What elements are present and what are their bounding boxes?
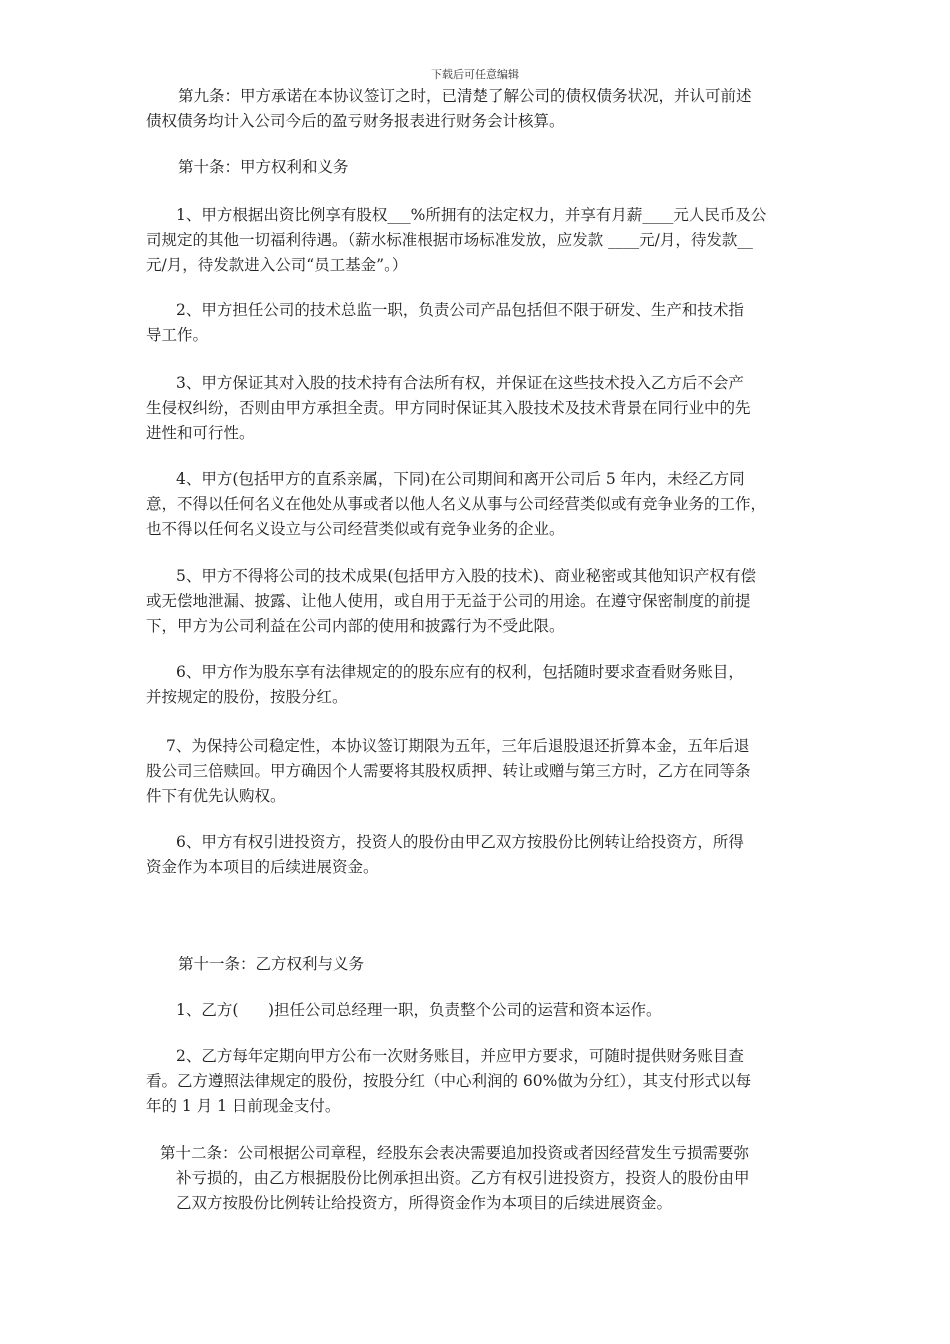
text-line: 4、甲方(包括甲方的直系亲属，下同)在公司期间和离开公司后 5 年内，未经乙方同: [176, 470, 745, 488]
text-line: 3、甲方保证其对入股的技术持有合法所有权，并保证在这些技术投入乙方后不会产: [176, 374, 744, 392]
text-line: 1、甲方根据出资比例享有股权___%所拥有的法定权力，并享有月薪____元人民币及公: [176, 206, 767, 224]
text-line: 年的 1 月 1 日前现金支付。: [146, 1097, 341, 1115]
text-line: 第十条：甲方权利和义务: [178, 158, 349, 176]
article-11-item-1: [146, 998, 806, 1023]
text-line: 1、乙方( )担任公司总经理一职，负责整个公司的运营和资本运作。: [176, 1001, 662, 1019]
text-line: 意，不得以任何名义在他处从事或者以他人名义从事与公司经营类似或有竞争业务的工作，: [146, 495, 767, 513]
text-line: 2、甲方担任公司的技术总监一职，负责公司产品包括但不限于研发、生产和技术指: [176, 301, 744, 319]
text-line: 导工作。: [146, 326, 209, 344]
text-line: 司规定的其他一切福利待遇。（薪水标准根据市场标准发放，应发款 ____元/月，待发款__: [146, 231, 753, 249]
article-9: [146, 84, 806, 134]
text-line: 并按规定的股份，按股分红。: [146, 688, 348, 706]
text-line: 看。乙方遵照法律规定的股份，按股分红（中心利润的 60%做为分红），其支付形式以每: [146, 1072, 752, 1090]
text-line: 6、甲方作为股东享有法律规定的的股东应有的权利，包括随时要求查看财务账目，: [176, 663, 744, 681]
text-line: 元/月，待发款进入公司“员工基金”。）: [146, 256, 408, 274]
article-12: [160, 1141, 820, 1216]
text-line: 乙双方按股份比例转让给投资方，所得资金作为本项目的后续进展资金。: [176, 1194, 673, 1212]
text-line: 也不得以任何名义设立与公司经营类似或有竞争业务的企业。: [146, 520, 565, 538]
text-line: 第十二条：公司根据公司章程，经股东会表决需要追加投资或者因经营发生亏损需要弥: [160, 1144, 750, 1162]
text-line: 件下有优先认购权。: [146, 787, 286, 805]
article-10-item-3: [146, 371, 806, 446]
text-line: 2、乙方每年定期向甲方公布一次财务账目，并应甲方要求，可随时提供财务账目查: [176, 1047, 744, 1065]
article-10-item-4: [146, 467, 806, 542]
text-line: 债权债务均计入公司今后的盈亏财务报表进行财务会计核算。: [146, 112, 565, 130]
article-10-item-1: [146, 203, 806, 278]
text-line: 资金作为本项目的后续进展资金。: [146, 858, 379, 876]
text-line: 下，甲方为公司利益在公司内部的使用和披露行为不受此限。: [146, 617, 565, 635]
text-line: 股公司三倍赎回。甲方确因个人需要将其股权质押、转让或赠与第三方时，乙方在同等条: [146, 762, 751, 780]
article-11-item-2: [146, 1044, 806, 1119]
article-10-item-7: [146, 734, 806, 809]
text-line: 补亏损的，由乙方根据股份比例承担出资。乙方有权引进投资方，投资人的股份由甲: [176, 1169, 750, 1187]
text-line: 第九条：甲方承诺在本协议签订之时，已清楚了解公司的债权债务状况，并认可前述: [178, 87, 752, 105]
text-line: 生侵权纠纷，否则由甲方承担全责。甲方同时保证其入股技术及技术背景在同行业中的先: [146, 399, 751, 417]
text-line: 5、甲方不得将公司的技术成果(包括甲方入股的技术)、商业秘密或其他知识产权有偿: [176, 567, 756, 585]
article-10-item-6a: [146, 660, 806, 710]
article-10-item-6b: [146, 830, 806, 880]
page-header: 下载后可任意编辑: [431, 68, 519, 81]
text-line: 第十一条：乙方权利与义务: [178, 955, 365, 973]
text-line: 6、甲方有权引进投资方，投资人的股份由甲乙双方按股份比例转让给投资方，所得: [176, 833, 744, 851]
article-11-title: [146, 952, 806, 977]
article-10-title: [146, 155, 806, 180]
text-line: 进性和可行性。: [146, 424, 255, 442]
article-10-item-5: [146, 564, 806, 639]
text-line: 或无偿地泄漏、披露、让他人使用，或自用于无益于公司的用途。在遵守保密制度的前提: [146, 592, 751, 610]
article-10-item-2: [146, 298, 806, 348]
text-line: 7、为保持公司稳定性，本协议签订期限为五年，三年后退股退还折算本金，五年后退: [166, 737, 750, 755]
